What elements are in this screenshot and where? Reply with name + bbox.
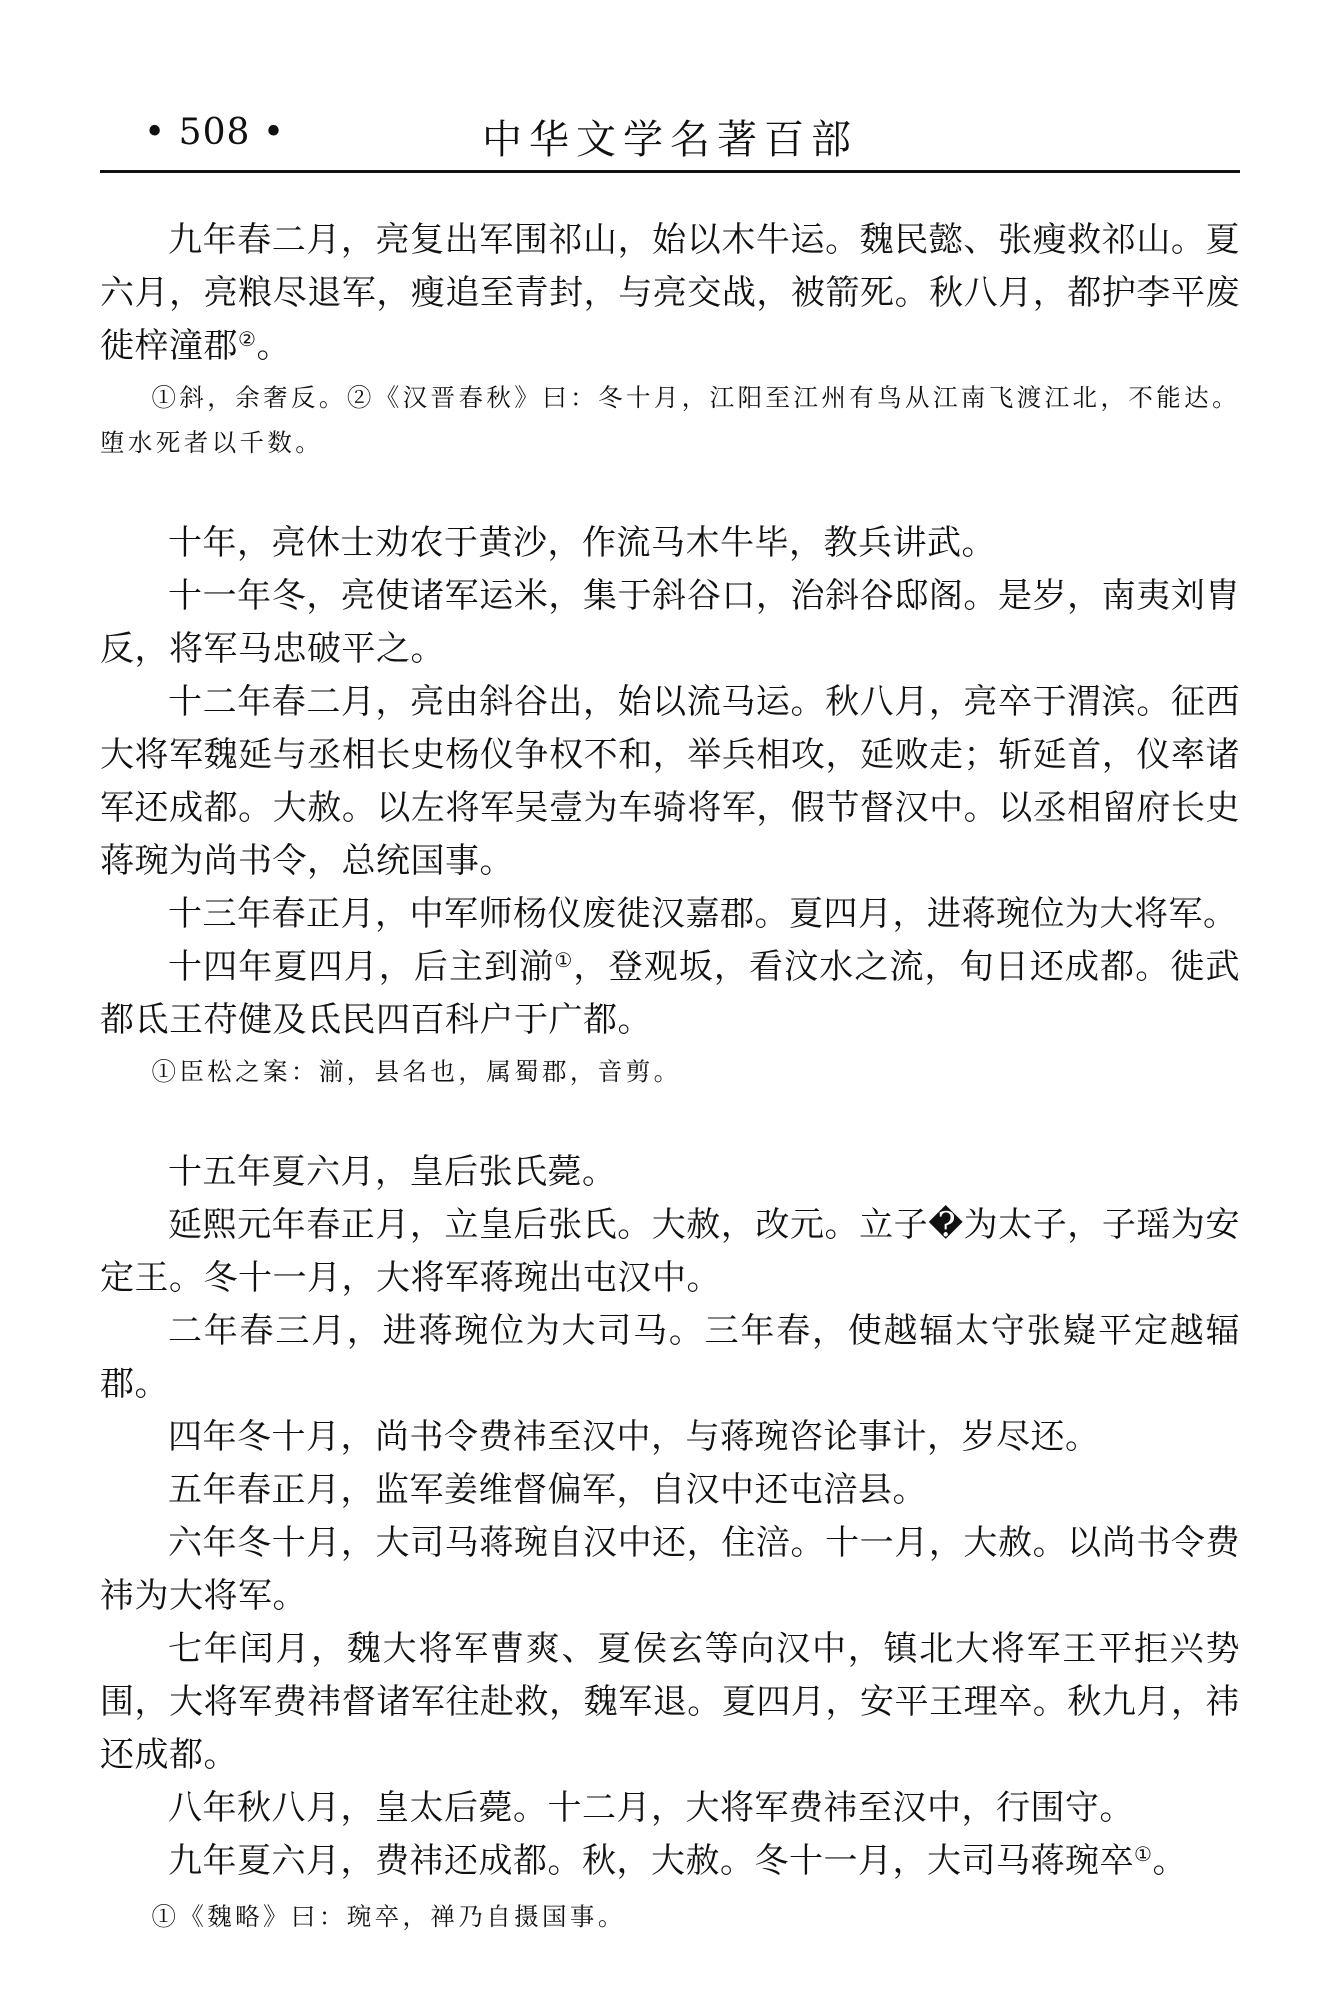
paragraph: 九年春二月，亮复出军围祁山，始以木牛运。魏民懿、张瘦救祁山。夏六月，亮粮尽退军，瘦追至青封，与亮交战，被箭死。秋八月，都护李平废徙梓潼郡②。 [100,220,1240,366]
footnote: ①臣松之案：湔，县名也，属蜀郡，音剪。 [151,1057,682,1086]
footnote-marker: ① [554,948,574,972]
paragraph: 七年闰月，魏大将军曹爽、夏侯玄等向汉中，镇北大将军王平拒兴势围，大将军费祎督诸军往赴救，魏军退。夏四月，安平王理卒。秋九月，祎还成都。 [100,1629,1240,1775]
paragraph: 八年秋八月，皇太后薨。十二月，大将军费祎至汉中，行围守。 [168,1788,1134,1828]
paragraph: 十五年夏六月，皇后张氏薨。 [168,1152,617,1192]
paragraph: 十一年冬，亮使诸军运米，集于斜谷口，治斜谷邸阁。是岁，南夷刘胄反，将军马忠破平之。 [100,576,1240,669]
paragraph: 十二年春二月，亮由斜谷出，始以流马运。秋八月，亮卒于渭滨。征西大将军魏延与丞相长史杨仪争权不和，举兵相攻，延败走；斩延首，仪率诸军还成都。大赦。以左将军吴壹为车骑将军，假节督汉中。以丞相留府长史蒋琬为尚书令，总统国事。 [100,682,1240,881]
page-number: • 508 • [144,112,286,153]
paragraph: 延熙元年春正月，立皇后张氏。大赦，改元。立子�为太子，子瑶为安定王。冬十一月，大将军蒋琬出屯汉中。 [100,1205,1240,1298]
paragraph: 二年春三月，进蒋琬位为大司马。三年春，使越辐太守张嶷平定越辐郡。 [100,1311,1240,1404]
paragraph: 六年冬十月，大司马蒋琬自汉中还，住涪。十一月，大赦。以尚书令费祎为大将军。 [100,1523,1240,1616]
footnote-marker: ① [1134,1842,1153,1866]
footnote: ①斜，余奢反。②《汉晋春秋》曰：冬十月，江阳至江州有鸟从江南飞渡江北，不能达。堕水死者以千数。 [100,383,1240,457]
paragraph: 十四年夏四月，后主到湔①，登观坂，看汶水之流，旬日还成都。徙武都氐王苻健及氐民四百科户于广都。 [100,947,1241,1040]
paragraph: 十三年春正月，中军师杨仪废徙汉嘉郡。夏四月，进蒋琬位为大将军。 [168,894,1238,934]
page-header [100,108,1240,168]
footnote-marker: ② [238,327,257,351]
paragraph: 九年夏六月，费祎还成都。秋，大赦。冬十一月，大司马蒋琬卒①。 [168,1841,1187,1881]
book-title: 中华文学名著百部 [482,117,858,163]
footnote: ①《魏略》曰：琬卒，禅乃自摄国事。 [151,1902,626,1931]
header-rule [100,170,1240,173]
paragraph: 四年冬十月，尚书令费祎至汉中，与蒋琬咨论事计，岁尽还。 [168,1417,1100,1457]
paragraph: 十年，亮休士劝农于黄沙，作流马木牛毕，教兵讲武。 [168,523,996,563]
paragraph: 五年春正月，监军姜维督偏军，自汉中还屯涪县。 [168,1470,927,1510]
body-text [100,214,1240,1939]
